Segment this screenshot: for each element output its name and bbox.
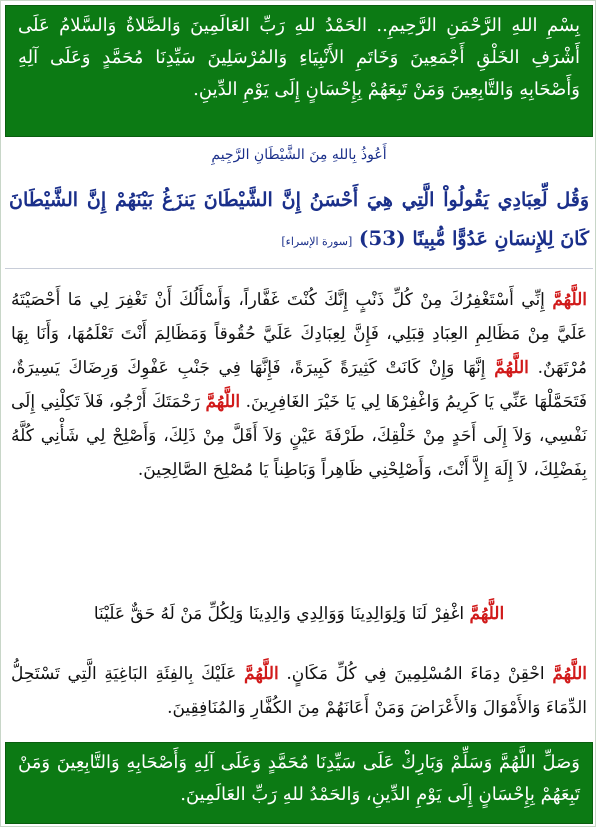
allahumma-highlight: اللَّهُمَّ <box>552 290 587 310</box>
dua-text: إِنَّهَا وَإِنْ كَانَتْ كَثِيرَةً كَبِيرَةً، فَإِنَّهَا فِي جَنْبِ عَفْوِكَ وَرِضَاكَ يَسِيرَةٌ، فَتَحَمَّلْهَا عَنِّي يَا كَرِيمُ وَاغْفِرْهَا لِي يَا خَيْرَ الغَافِرِينَ. <box>11 358 587 412</box>
opening-text: بِسْمِ اللهِ الرَّحْمَنِ الرَّحِيمِ.. الحَمْدُ للهِ رَبِّ العَالَمِينَ وَالصَّلاةُ وَالسَّلامُ عَلَى أَشْرَفِ الخَلْقِ أَجْمَعِينَ وَخَاتَمِ الأَنْبِيَاءِ وَالمُرْسَلِينَ سَيِّدِنَا مُحَمَّدٍ وَعَلَى آلِهِ وَأَصْحَابِهِ وَالتَّابِعِينَ وَمَنْ تَبِعَهُمْ بِإِحْسَانٍ إِلَى يَوْمِ الدِّينِ. <box>18 15 580 100</box>
dua-paragraph-protection <box>11 657 587 725</box>
dua-text: عَلَيْكَ بِالفِئَةِ البَاغِيَةِ الَّتِي تَسْتَحِلُّ الدِّمَاءَ وَالأَمْوَالَ وَالأَعْرَاضَ وَمَنْ أَعَانَهُمْ مِنَ الكُفَّارِ وَالمُنَافِقِينَ. <box>11 664 587 718</box>
dua-text: اغْفِرْ لَنَا وَلِوَالِدِينَا وَوَالِدِي وَالِدِينَا وَلِكُلِّ مَنْ لَهُ حَقٌّ عَلَيْنَا <box>93 604 470 624</box>
opening-banner <box>5 5 593 137</box>
dua-text: إِنِّي أَسْتَغْفِرُكَ مِنْ كُلِّ ذَنْبٍ إِنَّكَ كُنْتَ غَفَّاراً، وَأَسْأَلُكَ أَنْ تَغْفِرَ لِي مَا أَحْصَيْتَهُ عَلَيَّ مِنْ مَظَالِمِ العِبَادِ قِبَلِي، فَإِنَّ لِعِبَادِكَ عَلَيَّ حُقُوقاً وَمَظَالِمَ أَنْتَ تَعْلَمُهَا، وَأَنَا بِهَا مُرْتَهَنٌ. <box>11 290 587 378</box>
verse-number: (53) <box>358 226 406 250</box>
dua-text: احْقِنْ دِمَاءَ المُسْلِمِينَ فِي كُلِّ مَكَانٍ. <box>278 664 553 684</box>
dua-text: رَحْمَتَكَ أَرْجُو، فَلاَ تَكِلْنِي إِلَى نَفْسِي، وَلاَ إِلَى أَحَدٍ مِنْ خَلْقِكَ، طَرْفَةَ عَيْنٍ وَلاَ أَقَلَّ مِنْ ذَلِكَ، وَأَصْلِحْ لِي شَأْنِي كُلَّهُ بِفَضْلِكَ، لاَ إِلَهَ إِلاَّ أَنْتَ، وَأَصْلِحْنِي ظَاهِراً وَبَاطِناً يَا مُصْلِحَ الصَّالِحِينَ. <box>11 392 587 480</box>
verse-divider <box>5 268 593 269</box>
quran-verse <box>9 181 589 261</box>
closing-text: وَصَلِّ اللَّهُمَّ وَسَلِّمْ وَبَارِكْ عَلَى سَيِّدِنَا مُحَمَّدٍ وَعَلَى آلِهِ وَأَصْحَابِهِ وَالتَّابِعِينَ وَمَنْ تَبِعَهُمْ بِإِحْسَانٍ إِلَى يَوْمِ الدِّينِ، وَالحَمْدُ للهِ رَبِّ العَالَمِينَ. <box>18 752 580 805</box>
allahumma-highlight: اللَّهُمَّ <box>552 664 588 684</box>
allahumma-highlight: اللَّهُمَّ <box>494 358 529 378</box>
closing-banner <box>5 742 593 824</box>
allahumma-highlight: اللَّهُمَّ <box>205 392 241 412</box>
allahumma-highlight: اللَّهُمَّ <box>244 664 279 684</box>
dua-paragraph-parents <box>11 597 587 631</box>
surah-reference: [سورة الإسراء] <box>281 235 353 248</box>
verse-text: وَقُل لِّعِبَادِي يَقُولُواْ الَّتِي هِيَ أَحْسَنُ إِنَّ الشَّيْطَانَ يَنزَغُ بَيْنَهُمْ إِنَّ الشَّيْطَانَ كَانَ لِلإِنسَانِ عَدُوًّا مُّبِينًا <box>9 189 589 250</box>
istiadha-line: أَعُوذُ بِاللهِ مِنَ الشَّيْطَانِ الرَّجِيمِ <box>211 147 387 163</box>
dua-paragraph-forgiveness <box>11 283 587 487</box>
allahumma-highlight: اللَّهُمَّ <box>469 604 505 624</box>
